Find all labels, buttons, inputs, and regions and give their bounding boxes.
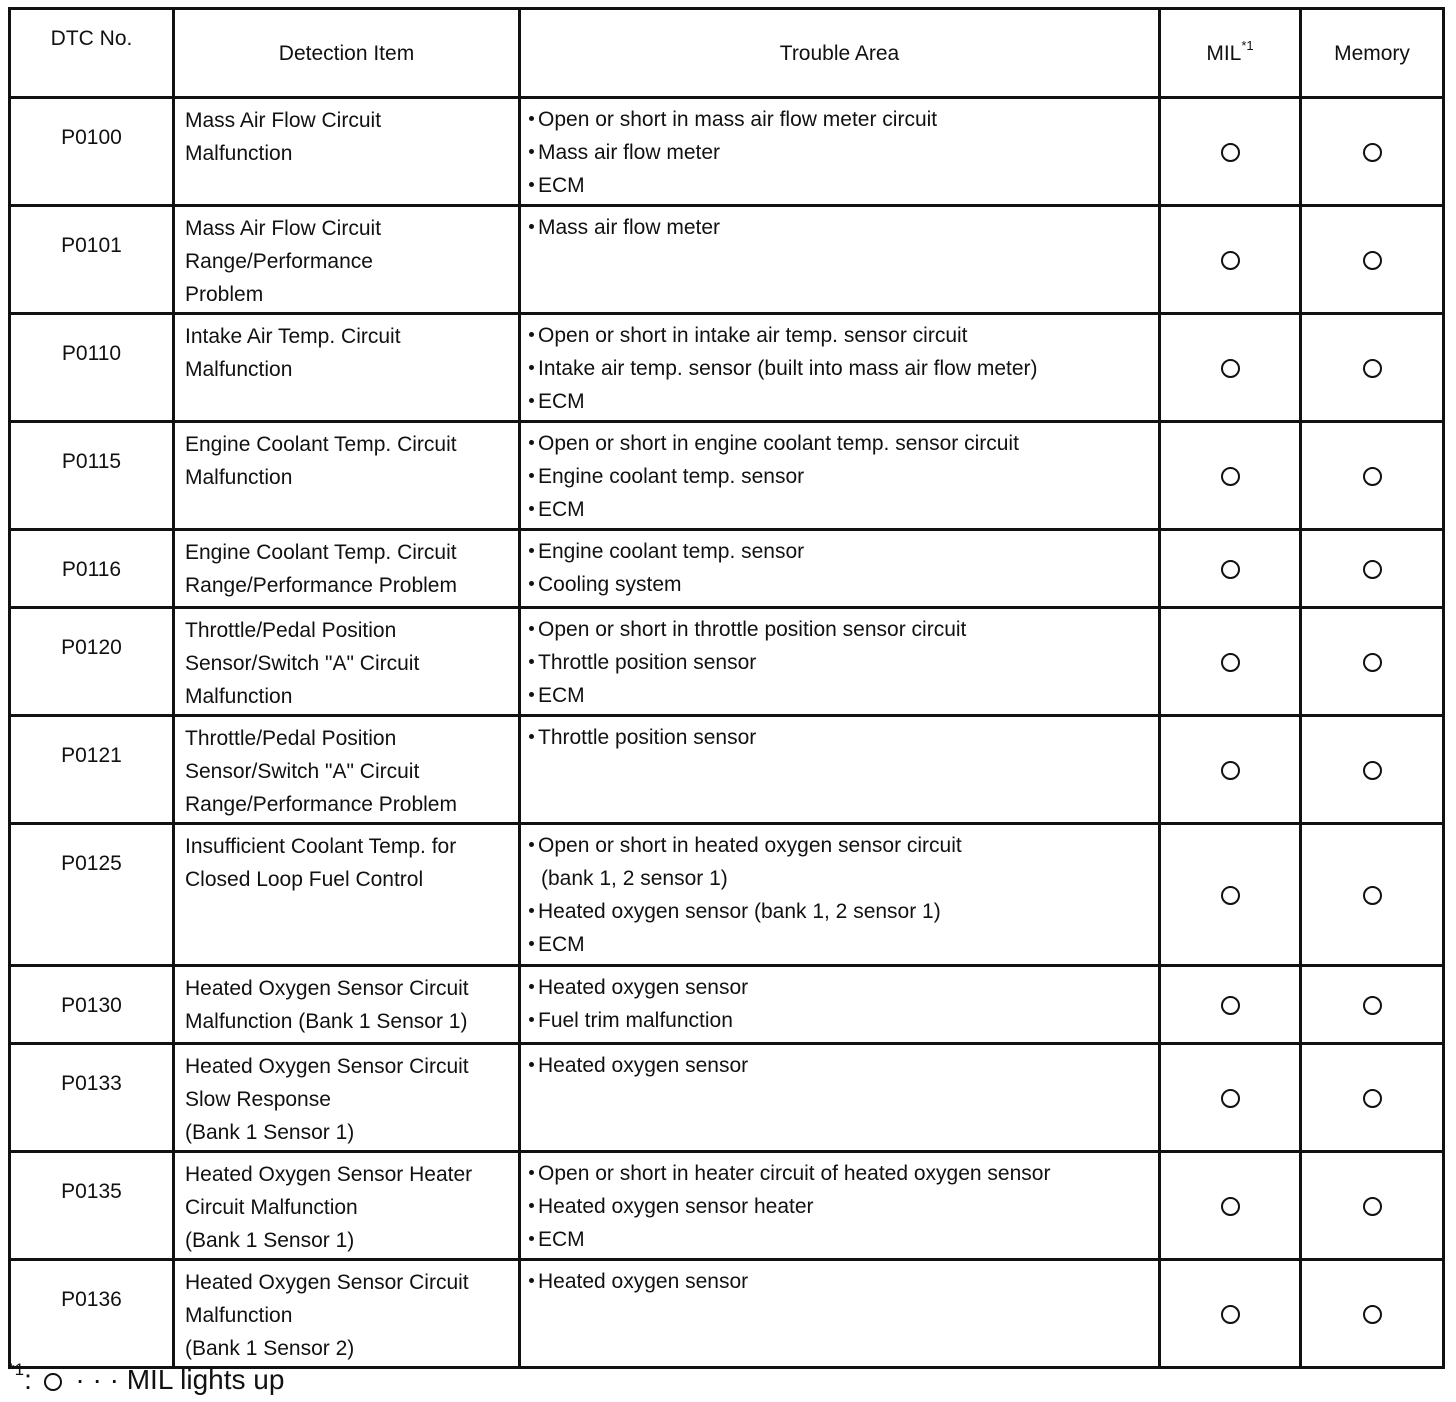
dtc-code: P0125 bbox=[10, 824, 174, 966]
bullet-icon bbox=[529, 1062, 534, 1067]
mil-cell bbox=[1160, 98, 1301, 206]
circle-icon bbox=[1363, 1305, 1382, 1324]
footnote bbox=[8, 1359, 285, 1398]
header-memory: Memory bbox=[1301, 9, 1444, 98]
memory-cell bbox=[1301, 824, 1444, 966]
mil-cell bbox=[1160, 206, 1301, 314]
bullet-icon bbox=[529, 548, 534, 553]
table-row bbox=[10, 530, 1444, 608]
footnote-dots: · · · bbox=[75, 1364, 119, 1395]
detection-item-line: Throttle/Pedal Position bbox=[185, 727, 397, 750]
table-row bbox=[10, 314, 1444, 422]
bullet-icon bbox=[529, 1170, 534, 1175]
memory-cell bbox=[1301, 608, 1444, 716]
detection-item-line: (Bank 1 Sensor 1) bbox=[185, 1121, 355, 1144]
circle-icon bbox=[1363, 143, 1382, 162]
trouble-area-text: Throttle position sensor bbox=[538, 726, 757, 749]
memory-cell bbox=[1301, 1152, 1444, 1260]
trouble-area bbox=[520, 422, 1160, 530]
trouble-area-line bbox=[529, 427, 1152, 460]
detection-item-line: Malfunction bbox=[185, 358, 293, 381]
circle-icon bbox=[1221, 560, 1240, 579]
trouble-area-line bbox=[529, 928, 1152, 961]
trouble-area-text: (bank 1, 2 sensor 1) bbox=[541, 867, 728, 890]
footnote-text: MIL lights up bbox=[126, 1364, 285, 1395]
trouble-area-line bbox=[529, 721, 1152, 754]
mil-cell bbox=[1160, 422, 1301, 530]
circle-icon bbox=[1221, 761, 1240, 780]
circle-icon bbox=[1221, 886, 1240, 905]
table-row bbox=[10, 206, 1444, 314]
trouble-area-text: ECM bbox=[538, 933, 585, 956]
trouble-area-text: Open or short in intake air temp. sensor circuit bbox=[538, 324, 968, 347]
mil-cell bbox=[1160, 314, 1301, 422]
trouble-area-line bbox=[529, 1265, 1152, 1298]
circle-icon bbox=[1363, 359, 1382, 378]
circle-icon bbox=[1363, 1197, 1382, 1216]
table-row bbox=[10, 716, 1444, 824]
detection-item-line: Heated Oxygen Sensor Circuit bbox=[185, 1055, 469, 1078]
bullet-icon bbox=[529, 182, 534, 187]
memory-cell bbox=[1301, 966, 1444, 1044]
detection-item-line: Malfunction bbox=[185, 685, 293, 708]
circle-icon bbox=[1221, 467, 1240, 486]
detection-item-line: Range/Performance bbox=[185, 250, 373, 273]
detection-item-line: Heated Oxygen Sensor Circuit bbox=[185, 1271, 469, 1294]
bullet-icon bbox=[529, 1236, 534, 1241]
trouble-area-line bbox=[529, 829, 1152, 862]
trouble-area-text: Open or short in heater circuit of heated oxygen sensor bbox=[538, 1162, 1051, 1185]
bullet-icon bbox=[529, 149, 534, 154]
circle-icon bbox=[1221, 1089, 1240, 1108]
trouble-area-line bbox=[529, 568, 1152, 601]
trouble-area bbox=[520, 824, 1160, 966]
trouble-area-line bbox=[529, 971, 1152, 1004]
header-mil bbox=[1160, 9, 1301, 98]
detection-item-line: Range/Performance Problem bbox=[185, 793, 457, 816]
trouble-area-line bbox=[529, 1049, 1152, 1082]
memory-cell bbox=[1301, 98, 1444, 206]
trouble-area-text: Mass air flow meter bbox=[538, 141, 721, 164]
trouble-area bbox=[520, 608, 1160, 716]
detection-item-line: (Bank 1 Sensor 2) bbox=[185, 1337, 355, 1360]
detection-item-line: Malfunction bbox=[185, 466, 293, 489]
circle-icon bbox=[1221, 143, 1240, 162]
trouble-area-line bbox=[529, 1004, 1152, 1037]
detection-item bbox=[174, 1152, 520, 1260]
memory-cell bbox=[1301, 1260, 1444, 1368]
detection-item-line: Heated Oxygen Sensor Heater bbox=[185, 1163, 473, 1186]
detection-item bbox=[174, 98, 520, 206]
trouble-area bbox=[520, 716, 1160, 824]
mil-cell bbox=[1160, 966, 1301, 1044]
dtc-code: P0116 bbox=[10, 530, 174, 608]
detection-item-line: Problem bbox=[185, 283, 264, 306]
bullet-icon bbox=[529, 581, 534, 586]
circle-icon bbox=[44, 1373, 62, 1391]
bullet-icon bbox=[529, 1017, 534, 1022]
table-row bbox=[10, 966, 1444, 1044]
bullet-icon bbox=[529, 506, 534, 511]
detection-item-line: Slow Response bbox=[185, 1088, 331, 1111]
dtc-table bbox=[8, 7, 1445, 1369]
trouble-area-text: Heated oxygen sensor (bank 1, 2 sensor 1) bbox=[538, 900, 941, 923]
header-trouble-area: Trouble Area bbox=[520, 9, 1160, 98]
header-detection-item: Detection Item bbox=[174, 9, 520, 98]
circle-icon bbox=[1221, 1305, 1240, 1324]
trouble-area bbox=[520, 530, 1160, 608]
trouble-area-line bbox=[529, 136, 1152, 169]
circle-icon bbox=[1363, 761, 1382, 780]
bullet-icon bbox=[529, 659, 534, 664]
detection-item-line: Heated Oxygen Sensor Circuit bbox=[185, 977, 469, 1000]
trouble-area bbox=[520, 1260, 1160, 1368]
circle-icon bbox=[1221, 996, 1240, 1015]
detection-item bbox=[174, 716, 520, 824]
detection-item bbox=[174, 608, 520, 716]
circle-icon bbox=[1221, 359, 1240, 378]
detection-item-line: Engine Coolant Temp. Circuit bbox=[185, 433, 457, 456]
table-row bbox=[10, 1044, 1444, 1152]
trouble-area-text: Open or short in mass air flow meter circuit bbox=[538, 108, 938, 131]
memory-cell bbox=[1301, 314, 1444, 422]
bullet-icon bbox=[529, 332, 534, 337]
header-dtc-no: DTC No. bbox=[10, 9, 174, 98]
detection-item bbox=[174, 530, 520, 608]
trouble-area-line bbox=[529, 895, 1152, 928]
circle-icon bbox=[1363, 653, 1382, 672]
trouble-area-line bbox=[529, 211, 1152, 244]
detection-item-line: Range/Performance Problem bbox=[185, 574, 457, 597]
bullet-icon bbox=[529, 984, 534, 989]
trouble-area-line bbox=[529, 646, 1152, 679]
mil-cell bbox=[1160, 1152, 1301, 1260]
bullet-icon bbox=[529, 692, 534, 697]
detection-item-line: Throttle/Pedal Position bbox=[185, 619, 397, 642]
detection-item bbox=[174, 1260, 520, 1368]
trouble-area-text: Heated oxygen sensor heater bbox=[538, 1195, 814, 1218]
trouble-area-line bbox=[529, 1223, 1152, 1256]
trouble-area-text: ECM bbox=[538, 1228, 585, 1251]
trouble-area-text: Open or short in heated oxygen sensor circuit bbox=[538, 834, 962, 857]
detection-item-line: Sensor/Switch "A" Circuit bbox=[185, 760, 420, 783]
dtc-code: P0136 bbox=[10, 1260, 174, 1368]
circle-icon bbox=[1363, 1089, 1382, 1108]
trouble-area-text: Cooling system bbox=[538, 573, 682, 596]
bullet-icon bbox=[529, 626, 534, 631]
table-row bbox=[10, 98, 1444, 206]
mil-cell bbox=[1160, 716, 1301, 824]
dtc-code: P0101 bbox=[10, 206, 174, 314]
bullet-icon bbox=[529, 1203, 534, 1208]
trouble-area bbox=[520, 966, 1160, 1044]
mil-cell bbox=[1160, 608, 1301, 716]
trouble-area bbox=[520, 314, 1160, 422]
mil-cell bbox=[1160, 530, 1301, 608]
trouble-area-text: ECM bbox=[538, 390, 585, 413]
dtc-code: P0110 bbox=[10, 314, 174, 422]
trouble-area-text: Mass air flow meter bbox=[538, 216, 721, 239]
footnote-mark: *1 bbox=[8, 1359, 25, 1379]
footnote-separator: : bbox=[24, 1364, 32, 1395]
table-row bbox=[10, 608, 1444, 716]
trouble-area bbox=[520, 98, 1160, 206]
trouble-area-text: ECM bbox=[538, 684, 585, 707]
detection-item-line: (Bank 1 Sensor 1) bbox=[185, 1229, 355, 1252]
mil-cell bbox=[1160, 1044, 1301, 1152]
dtc-code: P0100 bbox=[10, 98, 174, 206]
dtc-code: P0135 bbox=[10, 1152, 174, 1260]
table-row bbox=[10, 422, 1444, 530]
memory-cell bbox=[1301, 422, 1444, 530]
trouble-area-line bbox=[529, 1157, 1152, 1190]
trouble-area-line bbox=[529, 352, 1152, 385]
trouble-area-text: Open or short in engine coolant temp. sensor circuit bbox=[538, 432, 1019, 455]
bullet-icon bbox=[529, 398, 534, 403]
trouble-area-line bbox=[529, 613, 1152, 646]
dtc-code: P0120 bbox=[10, 608, 174, 716]
circle-icon bbox=[1363, 886, 1382, 905]
detection-item bbox=[174, 824, 520, 966]
trouble-area bbox=[520, 1152, 1160, 1260]
detection-item-line: Malfunction (Bank 1 Sensor 1) bbox=[185, 1010, 468, 1033]
dtc-table-body bbox=[10, 98, 1444, 1368]
detection-item-line: Mass Air Flow Circuit bbox=[185, 217, 382, 240]
memory-cell bbox=[1301, 206, 1444, 314]
trouble-area-line bbox=[529, 862, 1152, 895]
circle-icon bbox=[1363, 996, 1382, 1015]
trouble-area-text: Heated oxygen sensor bbox=[538, 1054, 749, 1077]
trouble-area-line bbox=[529, 679, 1152, 712]
trouble-area-text: ECM bbox=[538, 498, 585, 521]
table-row bbox=[10, 1152, 1444, 1260]
header-row bbox=[10, 9, 1444, 98]
detection-item bbox=[174, 1044, 520, 1152]
header-mil-label: MIL bbox=[1206, 41, 1242, 65]
detection-item-line: Insufficient Coolant Temp. for bbox=[185, 835, 457, 858]
trouble-area-text: ECM bbox=[538, 174, 585, 197]
header-mil-footnote-mark: *1 bbox=[1241, 37, 1254, 53]
bullet-icon bbox=[529, 1278, 534, 1283]
circle-icon bbox=[1363, 251, 1382, 270]
trouble-area-line bbox=[529, 103, 1152, 136]
trouble-area-line bbox=[529, 535, 1152, 568]
detection-item bbox=[174, 314, 520, 422]
trouble-area-text: Fuel trim malfunction bbox=[538, 1009, 733, 1032]
memory-cell bbox=[1301, 1044, 1444, 1152]
table-row bbox=[10, 1260, 1444, 1368]
dtc-code: P0121 bbox=[10, 716, 174, 824]
dtc-code: P0133 bbox=[10, 1044, 174, 1152]
detection-item-line: Closed Loop Fuel Control bbox=[185, 868, 424, 891]
trouble-area-line bbox=[529, 169, 1152, 202]
trouble-area bbox=[520, 1044, 1160, 1152]
trouble-area-text: Engine coolant temp. sensor bbox=[538, 465, 805, 488]
detection-item-line: Engine Coolant Temp. Circuit bbox=[185, 541, 457, 564]
bullet-icon bbox=[529, 908, 534, 913]
detection-item-line: Malfunction bbox=[185, 1304, 293, 1327]
trouble-area-line bbox=[529, 460, 1152, 493]
trouble-area-text: Open or short in throttle position sensor circuit bbox=[538, 618, 967, 641]
circle-icon bbox=[1221, 653, 1240, 672]
trouble-area-line bbox=[529, 1190, 1152, 1223]
bullet-icon bbox=[529, 116, 534, 121]
bullet-icon bbox=[529, 224, 534, 229]
trouble-area-text: Heated oxygen sensor bbox=[538, 1270, 749, 1293]
dtc-code: P0115 bbox=[10, 422, 174, 530]
detection-item-line: Sensor/Switch "A" Circuit bbox=[185, 652, 420, 675]
bullet-icon bbox=[529, 734, 534, 739]
circle-icon bbox=[1363, 560, 1382, 579]
mil-cell bbox=[1160, 824, 1301, 966]
trouble-area-line bbox=[529, 319, 1152, 352]
bullet-icon bbox=[529, 365, 534, 370]
bullet-icon bbox=[529, 473, 534, 478]
trouble-area-line bbox=[529, 493, 1152, 526]
detection-item-line: Mass Air Flow Circuit bbox=[185, 109, 382, 132]
memory-cell bbox=[1301, 716, 1444, 824]
trouble-area bbox=[520, 206, 1160, 314]
circle-icon bbox=[1363, 467, 1382, 486]
mil-cell bbox=[1160, 1260, 1301, 1368]
bullet-icon bbox=[529, 440, 534, 445]
detection-item bbox=[174, 422, 520, 530]
trouble-area-text: Intake air temp. sensor (built into mass air flow meter) bbox=[538, 357, 1038, 380]
trouble-area-text: Heated oxygen sensor bbox=[538, 976, 749, 999]
detection-item-line: Malfunction bbox=[185, 142, 293, 165]
dtc-code: P0130 bbox=[10, 966, 174, 1044]
detection-item bbox=[174, 206, 520, 314]
table-row bbox=[10, 824, 1444, 966]
circle-icon bbox=[1221, 1197, 1240, 1216]
trouble-area-text: Engine coolant temp. sensor bbox=[538, 540, 805, 563]
trouble-area-text: Throttle position sensor bbox=[538, 651, 757, 674]
circle-icon bbox=[1221, 251, 1240, 270]
detection-item-line: Circuit Malfunction bbox=[185, 1196, 358, 1219]
bullet-icon bbox=[529, 941, 534, 946]
memory-cell bbox=[1301, 530, 1444, 608]
bullet-icon bbox=[529, 842, 534, 847]
trouble-area-line bbox=[529, 385, 1152, 418]
detection-item-line: Intake Air Temp. Circuit bbox=[185, 325, 401, 348]
detection-item bbox=[174, 966, 520, 1044]
